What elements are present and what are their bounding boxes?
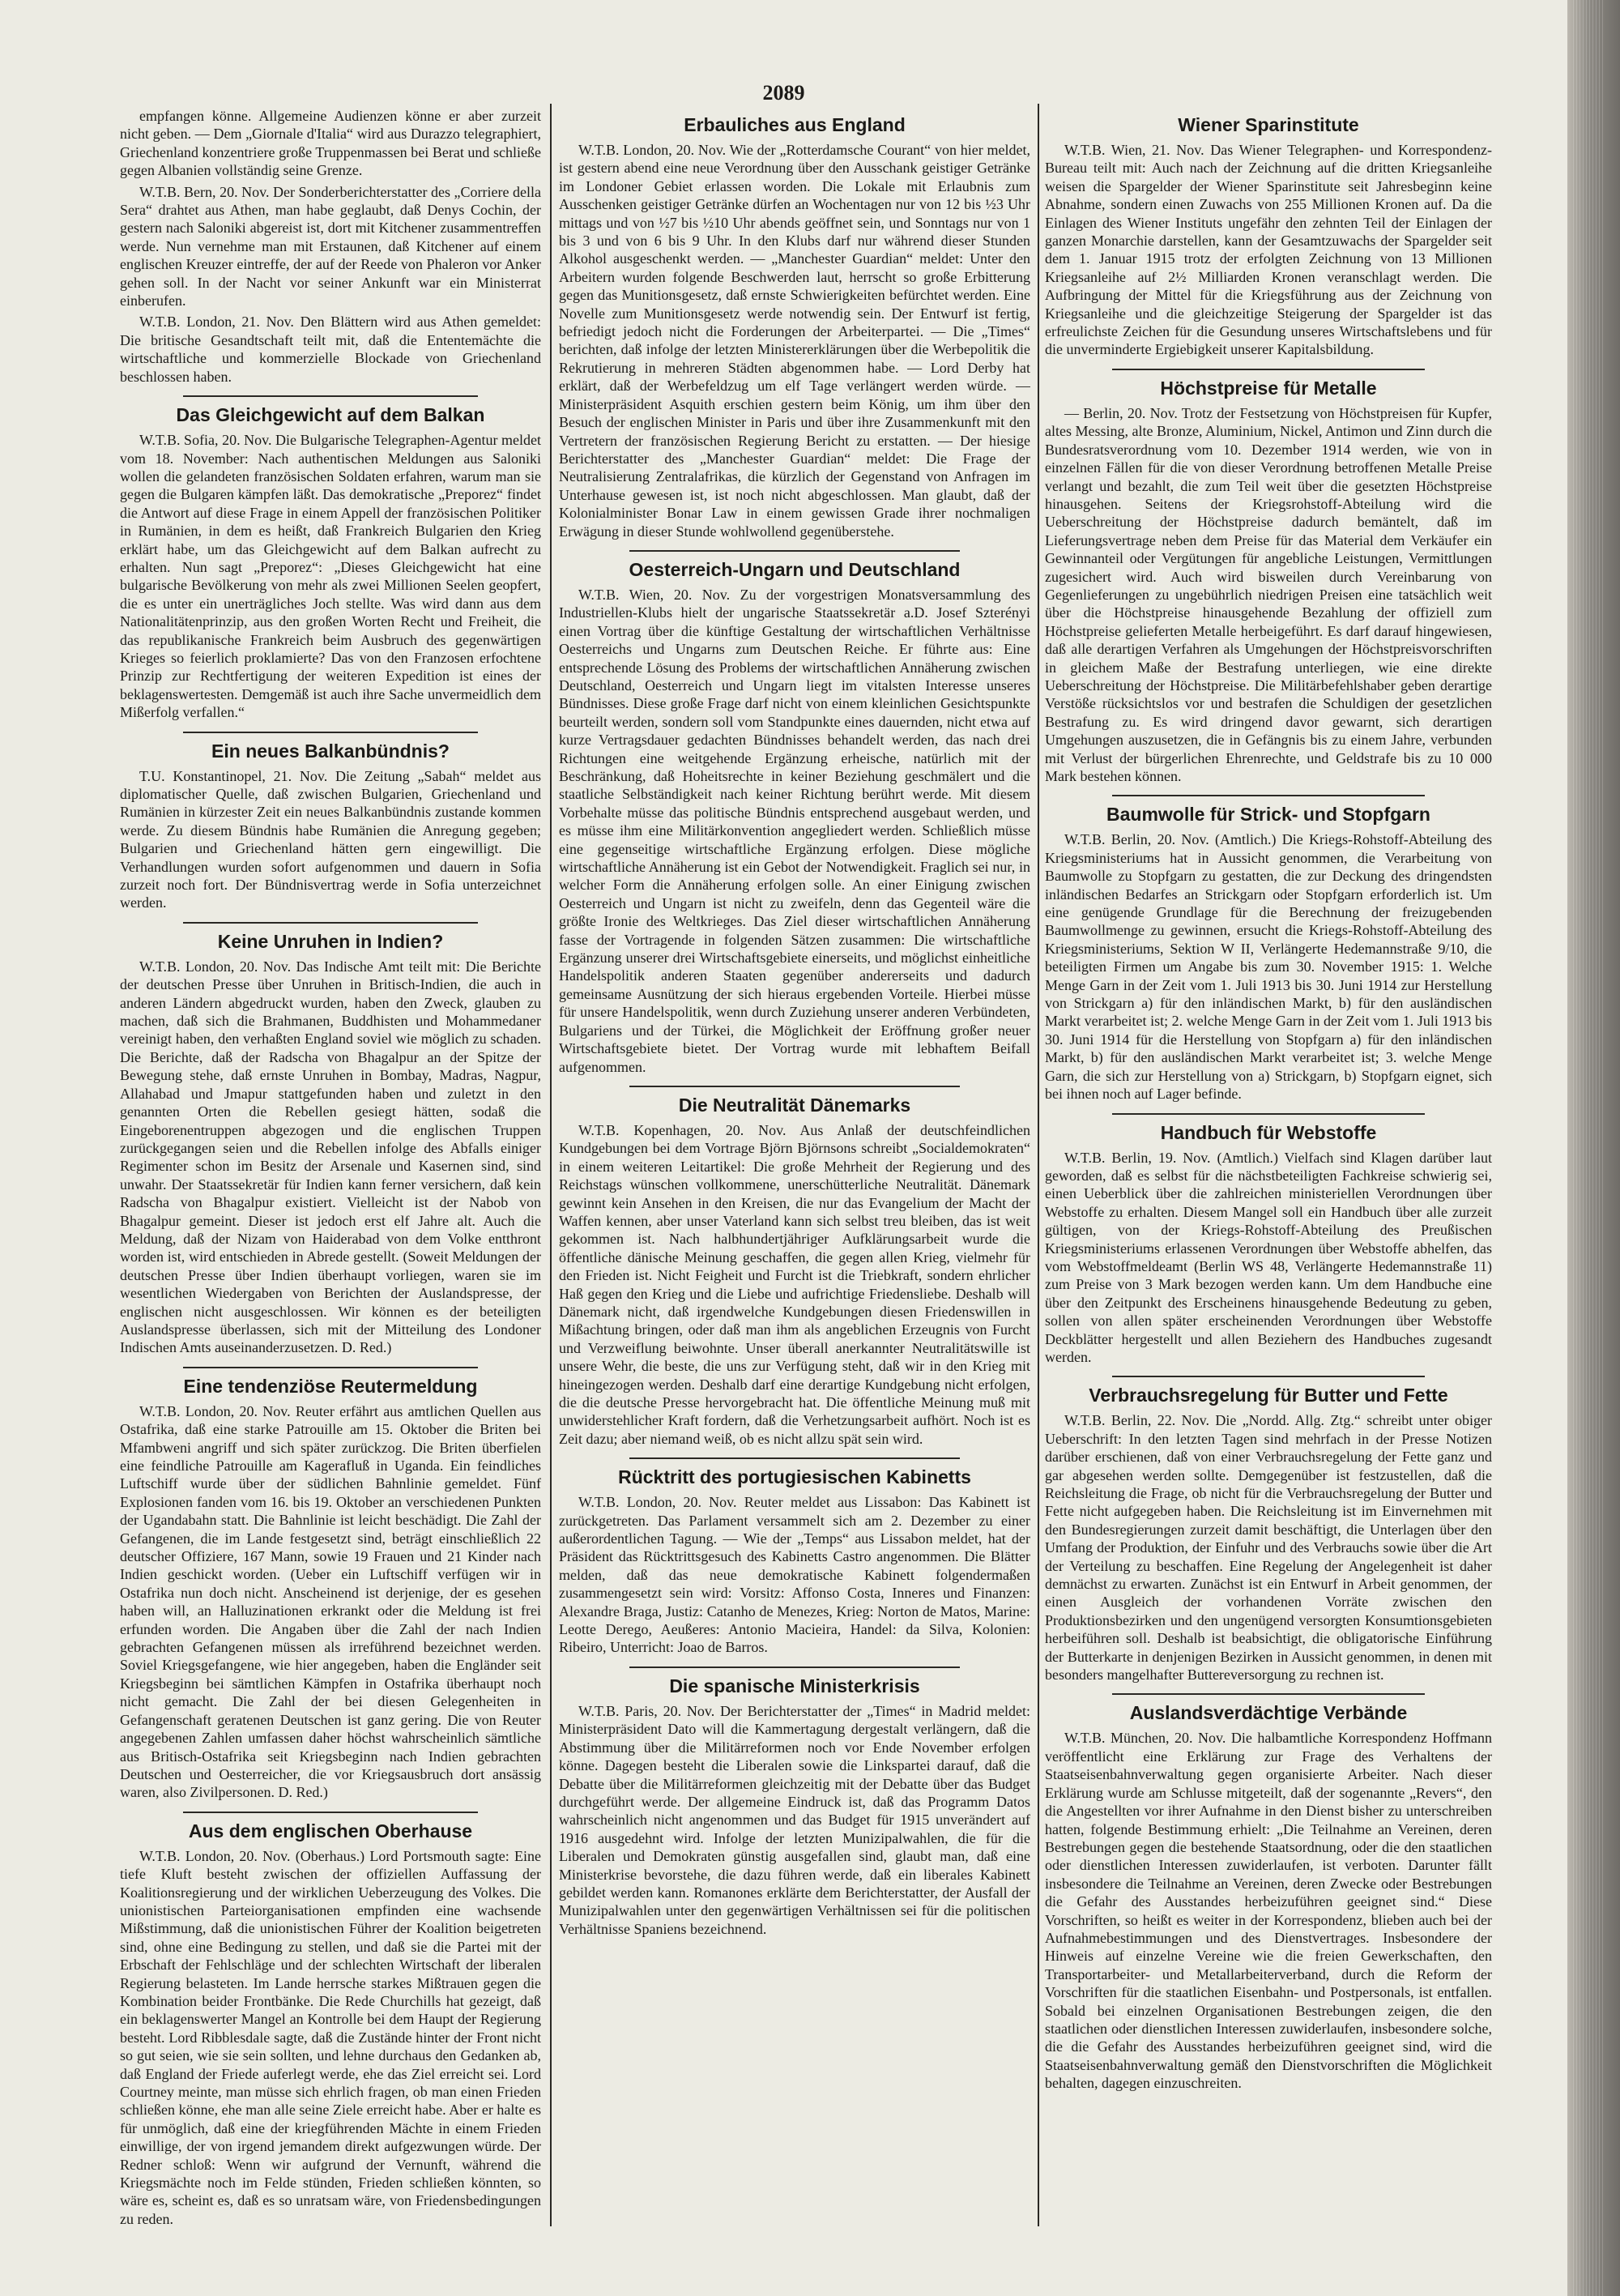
article xyxy=(120,1812,541,2229)
section-rule xyxy=(183,1367,478,1368)
column-divider xyxy=(550,104,552,2226)
column-middle xyxy=(559,107,1030,2230)
article-paragraph: T.U. Konstantinopel, 21. Nov. Die Zeitung „Sabah“ meldet aus diplomatischer Quelle, daß zwischen Bulgarien, Griechenland und Rumänien in kürzester Zeit ein neues Balkanbündnis zustande kommen werde. Zu diesem Bündnis habe Rumänien die Anregung gegeben; Bulgarien und Griechenland hätten gern eingewilligt. Die Verhandlungen wurden sofort aufgenommen und dauern in Sofia zurzeit noch fort. Der Bündnisvertrag werde in Sofia unterzeichnet werden. xyxy=(120,767,541,911)
section-rule xyxy=(183,1812,478,1813)
article xyxy=(559,1667,1030,1938)
article xyxy=(559,1086,1030,1448)
column-left xyxy=(120,107,541,2230)
article-headline: Rücktritt des portugiesischen Kabinetts xyxy=(618,1466,971,1488)
article-paragraph: W.T.B. Paris, 20. Nov. Der Berichterstatter der „Times“ in Madrid meldet: Ministerpräsident Dato will die Kammertagung dergestalt verlängern, daß die Abstimmung über die Militärreformen noch vor Ende November erfolgen könne. Dagegen besteht die Liberalen sowie die Linkspartei darauf, daß die Debatte über die Militärreformen gleichzeitig mit der Debatte über das Budget durchgeführt werde. Der allgemeine Eindruck ist, daß das Programm Datos wahrscheinlich nicht angenommen und das Budget für 1915 unverändert auf 1916 ausgedehnt wird. Infolge der letzten Munizipalwahlen, die für die Liberalen und Demokraten günstig ausgefallen sind, glaubt man, daß eine Ministerkrise bevorstehe, die dazu führen werde, daß ein liberales Kabinett gebildet werden kann. Romanones erklärte dem Berichterstatter, der Ausfall der Munizipalwahlen unter den gegenwärtigen Verhältnissen sei für die politischen Verhältnisse Spaniens bezeichnend. xyxy=(559,1702,1030,1937)
article-paragraph: W.T.B. Bern, 20. Nov. Der Sonderberichterstatter des „Corriere della Sera“ drahtet aus Athen, man habe geglaubt, daß Denys Cochin, der gestern nach Saloniki abgereist ist, dort mit Kitchener zusammentreffen werde. Nun vernehme man mit Erstaunen, daß Kitchener auf einem englischen Kreuzer eintreffe, der auf der Reede von Phaleron vor Anker gehen soll. In der Nacht vor seiner Ankunft war ein Ministerrat einberufen. xyxy=(120,183,541,309)
article-paragraph: W.T.B. München, 20. Nov. Die halbamtliche Korrespondenz Hoffmann veröffentlicht eine Erklärung zur Frage des Verhaltens der Staatseisenbahnverwaltung gegen organisierte Arbeiter. Nach dieser Erklärung wurde am Schlusse mitgeteilt, daß der sogenannte „Revers“, den die Angestellten vor ihrer Aufnahme in den Dienst bisher zu unterschreiben hatten, folgende Bestimmung erhielt: „Die Teilnahme an Vereinen, deren Bestrebungen gegen die bestehende Staatsordnung, oder die den staatlichen oder dienstlichen Interessen zuwiderlaufen, ist verboten. Darunter fällt insbesondere die Teilnahme an Vereinen, deren Zwecke oder Bestrebungen die Gefahr des Ausstandes herbeizuführen geeignet sind.“ Diese Vorschriften, so heißt es weiter in der Korrespondenz, blieben auch bei der Aufnahmebestimmungen und des Dienstvertrages. Insbesondere der Hinweis auf einzelne Vereine wie die freien Gewerkschaften, den Transportarbeiter- und Metallarbeiterverband, durch die Reform der Vorschriften für die staatlichen Eisenbahn- und Postpersonals, ist entfallen. Sobald bei einzelnen Organisationen Bestrebungen zeigen, die den staatlichen oder dienstlichen Interessen zuwiderlaufen, insbesondere solche, die die Gefahr des Ausstandes herbeizuführen geeignet sind, wird die Staatseisenbahnverwaltung gemäß den Dienstvorschriften die Möglichkeit behalten, dagegen einzuschreiten. xyxy=(1045,1730,1492,2092)
article xyxy=(120,395,541,722)
article-headline: Handbuch für Webstoffe xyxy=(1160,1121,1377,1143)
article-paragraph: W.T.B. London, 20. Nov. Das Indische Amt teilt mit: Die Berichte der deutschen Presse über Unruhen in Britisch-Indien, die auch in anderen Ländern abgedruckt wurden, haben den Zweck, glauben zu machen, daß sich die Brahmanen, Buddhisten und Mohammedaner vereinigt haben, den verhaßten England soviel wie möglich zu schaden. Die Berichte, daß der Radscha von Bhagalpur an der Spitze der Bewegung stehe, daß ernste Unruhen in Bombay, Madras, Nagpur, Allahabad und Jmapur stattgefunden haben und zuletzt in den genannten Orten die Rebellen gesiegt hätten, sodaß die Eingeborenentruppen abgezogen und die englischen Truppen zurückgegangen seien und die Rebellen infolge des Abfalls einiger Regimenter schon im Besitz der Arsenale und Kasernen sind, sind unwahr. Der Staatssekretär für Indien kann ferner versichern, daß kein Radscha von Bhagalpur existiert. Vielleicht ist der Nabob von Bhagalpur gemeint. Dieser ist jedoch erst elf Jahre alt. Auch die Meldung, daß der Nizam von Haiderabad von dem Volke entthront worden ist, wird entschieden in Abrede gestellt. (Soweit Meldungen der deutschen Presse über Indien überhaupt vorliegen, waren sie im wesentlichen Wiedergaben von Berichten der Auslandspresse, der englischen nicht ausgeschlossen. Wir können es der beteiligten Auslandspresse überlassen, sich mit der Mitteilung des Londoner Indischen Amts auseinanderzusetzen. D. Red.) xyxy=(120,958,541,1356)
article-paragraph: empfangen könne. Allgemeine Audienzen könne er aber zurzeit nicht geben. — Dem „Giornale d'Italia“ wird aus Durazzo telegraphiert, Griechenland konzentriere große Truppenmassen bei Berat und schließe gegen Albanien vollständig seine Grenze. xyxy=(120,108,541,179)
section-rule xyxy=(1112,1693,1425,1695)
article xyxy=(120,1367,541,1802)
article xyxy=(559,113,1030,540)
column-right xyxy=(1045,107,1492,2230)
article xyxy=(559,1457,1030,1657)
article xyxy=(1045,795,1492,1103)
article-headline: Die Neutralität Dänemarks xyxy=(678,1094,911,1116)
article xyxy=(1045,1693,1492,2092)
section-rule xyxy=(1112,369,1425,370)
section-rule xyxy=(183,922,478,924)
section-rule xyxy=(183,395,478,397)
article-headline: Aus dem englischen Oberhause xyxy=(188,1820,473,1841)
article-paragraph: W.T.B. London, 20. Nov. Reuter erfährt aus amtlichen Quellen aus Ostafrika, daß eine starke Patrouille am 15. Oktober die Briten bei Mfambweni angriff und sich später zurückzog. Die Briten überfielen eine feindliche Patrouille am Kagerafluß in Uganda. Ein feindliches Luftschiff wurde über der südlichen Bahnlinie gemeldet. Fünf Explosionen fanden vom 16. bis 19. Oktober an verschiedenen Punkten der Ugandabahn statt. Die Bahnlinie ist leicht beschädigt. Die Zahl der Gefangenen, die im Lande festgesetzt sind, beträgt einschließlich 22 deutscher Offiziere, 167 Mann, sowie 19 Frauen und 21 Kinder nach Indien geschickt worden. (Ueber ein Luftschiff verfügen wir in Ostafrika nun doch nicht. Anscheinend ist derjenige, der es gesehen haben will, an Halluzinationen erkrankt oder die Meldung ist frei erfunden worden. Die Angaben über die Zahl der nach Indien gebrachten Gefangenen müssen als irreführend bezeichnet werden. Soviel Kriegsgefangene, wie hier angegeben, haben die Engländer seit Kriegsbeginn bei sämtlichen Kämpfen in Ostafrika überhaupt noch nicht gemacht. Die Zahl der bei diesen Gelegenheiten in Gefangenschaft geratenen Deutschen ist ganz gering. Die von Reuter angegebenen Zahlen umfassen daher höchst wahrscheinlich sämtliche aus Britisch-Ostafrika seit Kriegsbeginn nach Indien gebrachten Deutschen und Oesterreicher, die vor Kriegsausbruch dort ansässig waren, also Zivilpersonen. D. Red.) xyxy=(120,1402,541,1801)
section-rule xyxy=(629,1457,959,1459)
article-headline: Die spanische Ministerkrisis xyxy=(669,1675,920,1696)
column-divider xyxy=(1038,104,1039,2226)
article-headline: Das Gleichgewicht auf dem Balkan xyxy=(176,404,485,426)
article-headline: Verbrauchsregelung für Butter und Fette xyxy=(1089,1385,1448,1406)
article-paragraph: W.T.B. Wien, 21. Nov. Das Wiener Telegraphen- und Korrespondenz-Bureau teilt mit: Auch nach der Zeichnung auf die dritten Kriegsanleihe weisen die Spargelder der Wiener Sparinstitute seit Jahresbeginn keine Abnahme, sondern einen Zuwachs von 255 Millionen Kronen auf. Da die Einlagen des Wiener Instituts ungefähr den zehnten Teil der Einlagen der ganzen Monarchie darstellen, kann der Gesamtzuwachs der Spargelder seit dem 1. Januar 1915 trotz der erfolgten Zeichnung von 13 Millionen Kriegsanleihe auf 2½ Milliarden Kronen veranschlagt werden. Die Aufbringung der Mittel für die Kriegsführung aus der Zeichnung von Kriegsanleihe und die gleichzeitige Steigerung der Spargelder ist das erfreulichste Zeichen für die Gesundung unseres Wirtschaftslebens und für die unverminderte Ergiebigkeit unserer Kapitalsbildung. xyxy=(1045,142,1492,358)
article xyxy=(120,922,541,1357)
article-headline: Auslandsverdächtige Verbände xyxy=(1129,1702,1408,1724)
article-paragraph: W.T.B. London, 20. Nov. Wie der „Rotterdamsche Courant“ von hier meldet, ist gestern abend eine neue Verordnung über den Ausschank geistiger Getränke im Londoner Gebiet erlassen worden. Die Lokale mit Erlaubnis zum Ausschenken geistiger Getränke dürfen an Wochentagen nur von 12 bis ½3 Uhr mittags und von ½7 bis ½10 Uhr abends geöffnet sein, und Sonntags nur von 1 bis 3 und von 6 bis 9 Uhr. In den Klubs darf nur während dieser Stunden Alkohol ausgeschenkt werden. — „Manchester Guardian“ meldet: Unter den Arbeitern wurden folgende Beschwerden laut, herrscht so große Erbitterung gegen das Munitionsgesetz, daß ernste Schwierigkeiten befürchtet werden. Eine Novelle zum Munitionsgesetz werde notwendig sein. Der Entwurf ist fertig, befriedigt jedoch nicht die Forderungen der Arbeiterpartei. — Die „Times“ berichten, daß infolge der letzten Ministererklärungen über die Werbepolitik die Rekrutierung in mehreren Städten abgenommen habe. — Lord Derby hat erklärt, daß der Werbefeldzug um elf Tage verlängert werden würde. — Ministerpräsident Asquith erschien gestern beim König, um ihm über den Besuch der englischen Minister in Paris und über ihre Zusammenkunft mit den Vertretern der französischen Regierung Bericht zu erstatten. — Der hiesige Berichterstatter des „Manchester Guardian“ meldet: Die Frage der Neutralisierung Zentralafrikas, die kürzlich der Gegenstand von Anfragen im Unterhause gewesen ist, ist noch nicht abgeschlossen. Man glaubt, daß der Kolonialminister Bonar Law in einem gewissen Grade ihrer nochmaligen Erwägung in dieser Stunde wohlwollend gegenüberstehe. xyxy=(559,142,1030,540)
article xyxy=(1045,369,1492,786)
article xyxy=(1045,1113,1492,1367)
article-paragraph: W.T.B. Berlin, 19. Nov. (Amtlich.) Vielfach sind Klagen darüber laut geworden, daß es selbst für die nächstbeteiligten Fachkreise schwierig sei, einen Ueberblick über die zahlreichen ministeriellen Verordnungen über Webstoffe zu erhalten. Diesem Mangel soll ein Handbuch über alle zurzeit gültigen, von der Kriegs-Rohstoff-Abteilung des Preußischen Kriegsministeriums erlassenen Verordnungen über Webstoffe abhelfen, das vom Webstoffmeldeamt (Berlin WS 48, Verlängerte Hedemannstraße 11) zum Preise von 3 Mark bezogen werden kann. Um dem Handbuche eine über den Zeitpunkt des Erscheinens hinausgehende Bedeutung zu geben, sollen von allen später erscheinenden Verordnungen über Webstoffe Deckblätter hergestellt und allen Beziehern des Handbuches zugesandt werden. xyxy=(1045,1149,1492,1365)
article-paragraph: W.T.B. Berlin, 20. Nov. (Amtlich.) Die Kriegs-Rohstoff-Abteilung des Kriegsministeriums hat in Aussicht genommen, die Verarbeitung von Baumwolle zu Stopfgarn zu gestatten, die zur Deckung des dringendsten inländischen Bedarfes an Strickgarn oder Stopfgarn erforderlich ist. Um eine genügende Grundlage für die Berechnung der freizugebenden Baumwollmenge zu gewinnen, ersucht die Kriegs-Rohstoff-Abteilung des Kriegsministeriums, Sektion W II, Verlängerte Hedemannstraße 9/10, die beteiligten Firmen um Angabe bis zum 30. November 1915: 1. Welche Menge Garn in der Zeit vom 1. Juli 1913 bis 30. Juni 1914 zur Herstellung von Strickgarn a) für den inländischen Markt, b) für den ausländischen Markt verarbeitet ist; 2. welche Menge Garn in der Zeit vom 1. Juli 1913 bis 30. Juni 1914 für die Herstellung von Stopfgarn a) für den inländischen Markt, b) für den ausländischen Markt verarbeitet ist; 3. welche Menge Garn, die sich zur Herstellung von a) Strickgarn, b) Stopfgarn eignet, sich bei ihnen noch auf Lager befinde. xyxy=(1045,831,1492,1103)
article-headline: Keine Unruhen in Indien? xyxy=(217,930,444,952)
article-headline: Eine tendenziöse Reutermeldung xyxy=(183,1375,478,1397)
article-headline: Baumwolle für Strick- und Stopfgarn xyxy=(1106,804,1430,826)
article-paragraph: W.T.B. Wien, 20. Nov. Zu der vorgestrigen Monatsversammlung des Industriellen-Klubs hielt der ungarische Staatssekretär a.D. Josef Szterényi einen Vortrag über die künftige Gestaltung der wirtschaftlichen Verhältnisse Oesterreichs und Ungarns zum Deutschen Reiche. Er führte aus: Eine entsprechende Lösung des Problems der wirtschaftlichen Annäherung zwischen Deutschland, Oesterreich und Ungarn liegt im vitalsten Interesse unseres Bündnisses. Diese große Frage darf nicht von einem kleinlichen Gesichtspunkte beurteilt werden, sondern soll vom Standpunkte eines dauernden, nicht etwa auf kurze Vertragsdauer gedachten Bündnisses behandelt werden, das nach drei Richtungen eine weitgehende Ergänzung erheische, natürlich mit der Beschränkung, daß Hoheitsrechte in keiner Beziehung geschmälert und die staatliche Selbständigkeit nach keiner Richtung berührt werde. Mit diesem Vorbehalte müsse das politische Bündnis entsprechend ausgebaut werden, und es müsse ihm eine Militärkonvention angegliedert werden. Schließlich müsse eine gegenseitige wirtschaftliche Ergänzung erfolgen. Diese mögliche wirtschaftliche Annäherung ist ein Gebot der Notwendigkeit. Fraglich sei nur, in welcher Form die Annäherung erfolgen solle. An einer Einigung zwischen Oesterreich und Ungarn ist nicht zu zweifeln, denn das Gegenteil wäre die größte Ironie des Weltkrieges. Das Ziel dieser wirtschaftlichen Annäherung fasse der Vortragende in folgenden Sätzen zusammen: Die wirtschaftliche Ergänzung unserer drei Wirtschaftsgebiete einerseits, und möglichst einheitliche Handelspolitik anderen Staaten gegenüber andererseits und dadurch gemeinsame Ausnützung der sich hieraus ergebenden Vorteile. Hierbei müsse für unsere Handelspolitik, wenn durch Zuziehung unserer anderen Verbündeten, Bulgariens und der Türkei, die Möglichkeit der Eröffnung großer neuer Wirtschaftsgebiete bietet. Der Vortrag wurde mit lebhaftem Beifall aufgenommen. xyxy=(559,586,1030,1075)
section-rule xyxy=(183,732,478,733)
article-paragraph: — Berlin, 20. Nov. Trotz der Festsetzung von Höchstpreisen für Kupfer, altes Messing, alte Bronze, Aluminium, Nickel, Antimon und Zinn durch die Bundesratsverordnung vom 10. Dezember 1914 werden, wie von in einzelnen Fällen für die von dieser Verordnung betroffenen Metalle Preise verlangt und bezahlt, die zum Teil weit über die gesetzten Höchstpreise hinausgehen. Seitens der Kriegsrohstoff-Abteilung wird die Ueberschreitung der Höchstpreise dadurch bemäntelt, daß im Lieferungsvertrage neben dem Preise für das Material dem Verkäufer ein Gewinnanteil oder Vergütungen für angebliche Leistungen, Vermittlungen zugesichert wird. Auch wird bisweilen durch Vereinbarung von Gegenlieferungen zu ungebührlich niedrigen Preisen eine tatsächlich weit über die Höchstpreise hinausgehende Bezahlung der offiziell zum Höchstpreise gelieferten Metalle herbeigeführt. Es darf darauf hingewiesen, daß alle derartigen Verfahren als Umgehungen der Höchstpreisvorschriften in gleichem Maße der Bestrafung unterliegen, wie eine direkte Ueberschreitung der Höchstpreise. Die Militärbefehlshaber geben derartige Verstöße rücksichtslos vor und bestrafen die Schuldigen der gesetzlichen Bestrafung zu. Es wird dringend davor gewarnt, sich derartigen Umgehungen auszusetzen, die in Gefängnis bis zu einem Jahre, verbunden mit Verlust der bürgerlichen Ehrenrechte, und Geldstrafe bis zu 10 000 Mark bestehen können. xyxy=(1045,404,1492,784)
section-rule xyxy=(1112,1376,1425,1377)
page-number: 2089 xyxy=(762,81,805,105)
article xyxy=(1045,1376,1492,1684)
article-headline: Oesterreich-Ungarn und Deutschland xyxy=(629,558,961,580)
article-headline: Erbauliches aus England xyxy=(684,114,906,135)
article xyxy=(1045,113,1492,359)
article-headline: Ein neues Balkanbündnis? xyxy=(211,740,450,762)
page-edge-texture xyxy=(1573,0,1605,2296)
article-headline: Höchstpreise für Metalle xyxy=(1160,377,1377,399)
article-paragraph: W.T.B. Berlin, 22. Nov. Die „Nordd. Allg. Ztg.“ schreibt unter obiger Ueberschrift: In den letzten Tagen sind mehrfach in der Presse Notizen darüber erschienen, daß von einer Verbrauchsregelung der Fette ganz und gar abgesehen werden sollte. Demgegenüber ist festzustellen, daß die Reichsleitung die Frage, ob nicht für die Verbrauchsregelung der Butter und Fette nicht aufgegeben haben. Die Reichsleitung ist im Einvernehmen mit den Bundesregierungen zurzeit damit beschäftigt, die Unterlagen über den Umfang der Produktion, der Einfuhr und des Verbrauchs sowie über die Art der Verteilung zu beschaffen. Eine Regelung der Angelegenheit ist daher demnächst zu erwarten. Zunächst ist ein Entwurf in Arbeit genommen, der einen Ausgleich der vorhandenen Vorräte zwischen den Produktionsbezirken und den ungenügend versorgten Konsumtionsgebieten herbeiführen soll. Deshalb ist beabsichtigt, die obligatorische Einführung der Butterkarte in denjenigen Bezirken in Aussicht genommen, in denen mit besonders mangelhafter Buttereversorgung zu rechnen ist. xyxy=(1045,1412,1492,1684)
article-paragraph: W.T.B. London, 20. Nov. (Oberhaus.) Lord Portsmouth sagte: Eine tiefe Kluft besteht zwischen der offiziellen Auffassung der Koalitionsregierung und der wirklichen Ueberzeugung des Volkes. Die unionistischen Parteiorganisationen empfinden eine wachsende Mißstimmung, daß die unionistischen Führer der Koalition beigetreten sind, ohne eine Bedingung zu stellen, und daß sie die Partei mit der Erbschaft der Fehlschläge und der schlechten Wirtschaft der liberalen Regierung belasteten. Im Lande herrsche starkes Mißtrauen gegen die Kombination beider Frontbänke. Die Rede Churchills hat gezeigt, daß ein beklagenswerter Mangel an Kontrolle bei dem Haupt der Regierung besteht. Lord Ribblesdale sagte, daß die Zustände hinter der Front nicht so gut seien, wie sie sein sollten, und lehne durchaus den Gedanken ab, daß England der Friede auferlegt werde, ehe das Ziel erreicht sei. Lord Courtney meinte, man müsse sich ehrlich fragen, ob man einen Frieden schließen könne, ehe man alle seine Ziele erreicht habe. Aber er halte es für unmöglich, daß eine der kriegführenden Mächte in einem Frieden einwillige, der von irgend jemandem direkt aufgezwungen würde. Der Redner schloß: Wenn wir aufgrund der Vernunft, während die Kriegsmächte noch im Felde stünden, Frieden schließen könnten, so wäre es, scheint es, daß es so unratsam wäre, von Friedensbedingungen zu reden. xyxy=(120,1847,541,2227)
article-paragraph: W.T.B. London, 20. Nov. Reuter meldet aus Lissabon: Das Kabinett ist zurückgetreten. Das Parlament versammelt sich am 2. Dezember zu einer außerordentlichen Tagung. — Wie der „Temps“ aus Lissabon meldet, hat der Präsident das Rücktrittsgesuch des Kabinetts Castro angenommen. Die Blätter melden, daß das neue demokratische Kabinett folgendermaßen zusammengesetzt sein wird: Vorsitz: Affonso Costa, Inneres und Finanzen: Alexandre Braga, Justiz: Catanho de Menezes, Krieg: Norton de Matos, Marine: Leotte Derego, Aeußeres: Antonio Macieira, Handel: da Silva, Kolonien: Ribeiro, Unterricht: Joao de Barros. xyxy=(559,1494,1030,1656)
article xyxy=(120,107,541,386)
article-paragraph: W.T.B. Sofia, 20. Nov. Die Bulgarische Telegraphen-Agentur meldet vom 18. November: Nach authentischen Meldungen aus Saloniki wollen die gelandeten französischen Soldaten erfahren, warum man sie gegen die Bulgaren kämpfen läßt. Das demokratische „Preporez“ findet die Antwort auf diese Frage in einem Appell der französischen Politiker in Rumänien, in dem es heißt, daß Frankreich Bulgarien den Krieg erklärt habe, um das Gleichgewicht auf dem Balkan aufrecht zu erhalten. Nun sagt „Preporez“: „Dieses Gleichgewicht hat eine bulgarische Bevölkerung von mehr als zwei Millionen Seelen geopfert, die es unter ein unerträgliches Joch stellte. Was wird dann aus dem Nationalitätenprinzip, aus den großen Worten Recht und Freiheit, die das republikanische Frankreich beim Ausbruch des gegenwärtigen Krieges so feierlich proklamierte? Das von den Franzosen erfochtene Prinzip zur Rechtfertigung der weiteren Expedition ist eines der beklagenswertesten. Demgemäß ist auch ihre Sache unvermeidlich dem Mißerfolg verfallen.“ xyxy=(120,432,541,721)
article-paragraph: W.T.B. Kopenhagen, 20. Nov. Aus Anlaß der deutschfeindlichen Kundgebungen bei dem Vortrage Björn Björnsons schreibt „Socialdemokraten“ in einem weiteren Leitartikel: Die große Mehrheit der Regierung und des Reichstags wünschen vollkommene, unerschütterliche Neutralität. Dänemark gewinnt kein Ansehen in den Kreisen, die nur das Evangelium der Macht der Waffen kennen, aber unser Vaterland kann sich selbst treu bleiben, das ist weit gekommen ist. Nach halbhundertjähriger Aufklärungsarbeit wurde die öffentliche dänische Meinung geschaffen, die gegen allen Krieg, vielmehr für den Frieden ist. Nicht Feigheit und Furcht ist die Triebkraft, sondern ehrlicher Haß gegen den Krieg und die Liebe und aufrichtige Friedensliebe. Deshalb will Dänemark nicht, daß irgendwelche Kundgebungen diesen Friedenswillen in Mißachtung bringen, oder daß man ihm als angeblichen Erzeugnis von Furcht und Verzweiflung beiwohnte. Unser überall anerkannter Neutralitätswille ist unsere Wehr, die beste, die uns zur Verfügung steht, daß wir in den Krieg mit hineingezogen werden. Deshalb darf eine derartige Kundgebung nicht erfolgen, die die deutsche Presse hervorgebracht hat. Die öffentliche Meinung muß mit unwiderstehlicher Kraft fordern, daß die Verhetzungsarbeit aufhört. Noch ist es Zeit dazu; aber niemand weiß, ob es nicht allzu spät sein wird. xyxy=(559,1121,1030,1447)
section-rule xyxy=(629,1086,959,1087)
article-headline: Wiener Sparinstitute xyxy=(1178,114,1359,135)
section-rule xyxy=(1112,1113,1425,1115)
section-rule xyxy=(629,1667,959,1668)
article xyxy=(120,732,541,912)
article xyxy=(559,550,1030,1076)
section-rule xyxy=(629,550,959,552)
article-paragraph: W.T.B. London, 21. Nov. Den Blättern wird aus Athen gemeldet: Die britische Gesandtschaft teilt mit, daß die Ententemächte die wirtschaftliche und kommerzielle Blockade von Griechenland beschlossen haben. xyxy=(120,314,541,385)
section-rule xyxy=(1112,795,1425,796)
